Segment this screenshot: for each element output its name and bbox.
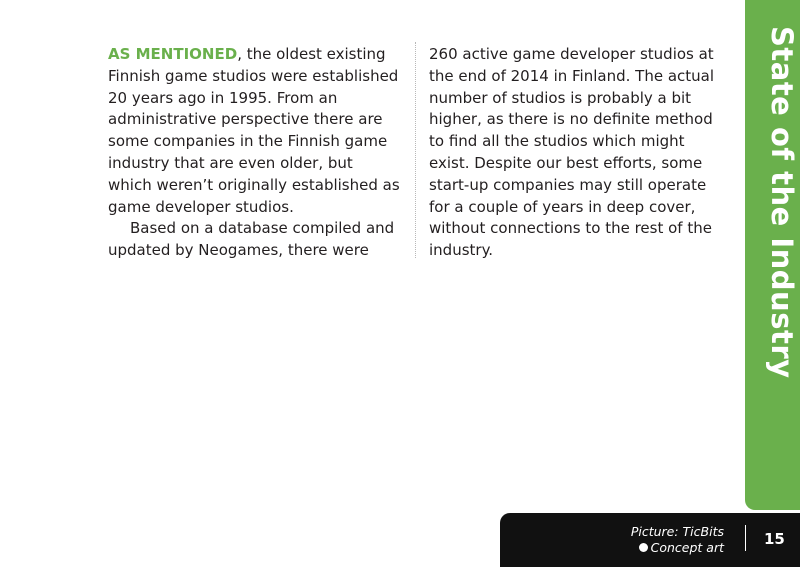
picture-credit — [631, 524, 724, 556]
column-divider — [415, 42, 416, 258]
lead-in: AS MENTIONED — [108, 45, 238, 63]
footer-divider — [745, 525, 746, 551]
article-column-left — [108, 44, 400, 262]
article-column-right — [429, 44, 719, 262]
paragraph-2-start: Based on a database compiled and updated by Neogames, there were — [108, 219, 395, 260]
paragraph-2-continued: 260 active game developer studios at the end of 2014 in Finland. The actual number of studios is probably a bit higher, as there is no definite method to find all the studios which might exist. Despite our best efforts, some start-up companies may still operate for a couple of years in deep cover, without connections to the rest of the industry. — [429, 45, 715, 260]
credit-line-2-wrap — [631, 540, 724, 556]
credit-line-1: Picture: TicBits — [630, 524, 724, 539]
paragraph-1-text: , the oldest existing Finnish game studios were established 20 years ago in 1995. From an administrative perspective there are some companies in the Finnish game industry that are even older, but which weren’t originally established as game developer studios. — [108, 45, 400, 216]
credit-line-2: Concept art — [650, 540, 724, 555]
bullet-dot-icon — [639, 543, 648, 552]
paragraph-1 — [108, 44, 400, 218]
section-title: State of the Industry — [765, 26, 799, 379]
page-number: 15 — [764, 530, 785, 548]
page-footer — [500, 513, 800, 567]
